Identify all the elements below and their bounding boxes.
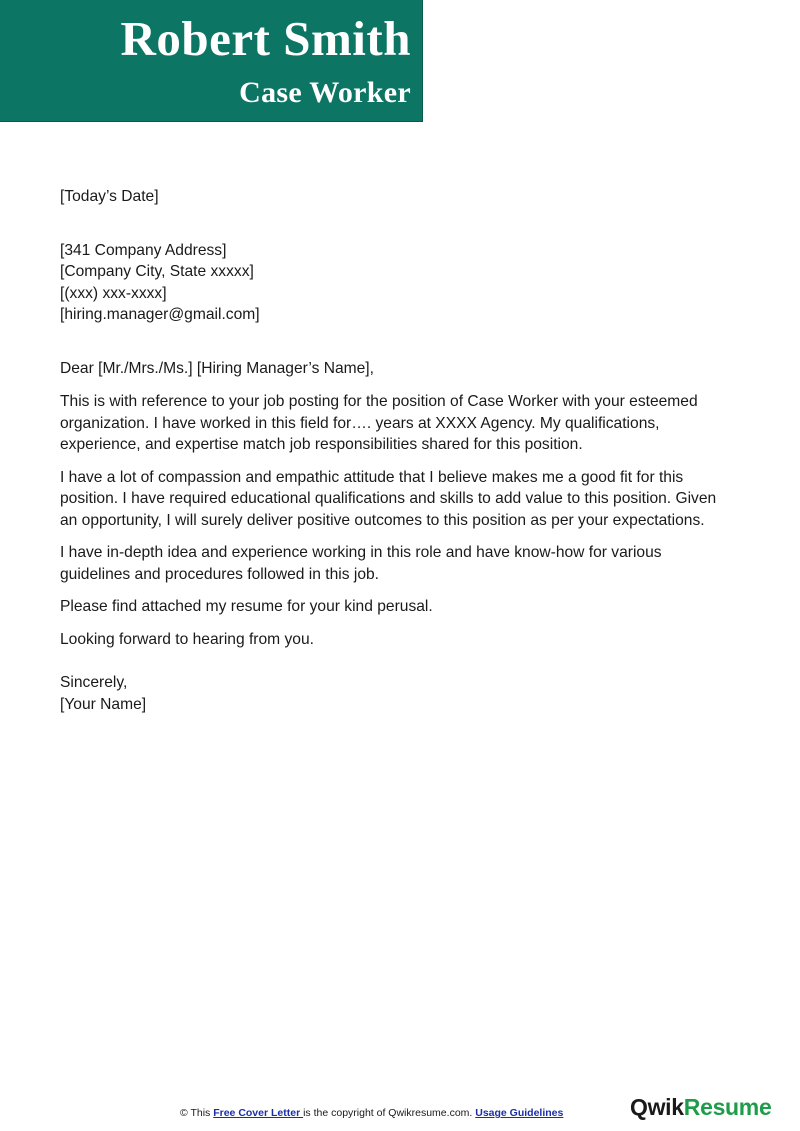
paragraph-line: position. I have required educational qualifications and skills to add value to this position. Given	[60, 490, 717, 507]
paragraph-line: guidelines and procedures followed in this job.	[60, 565, 380, 583]
paragraph-line: I have a lot of compassion and empathic attitude that I believe makes me a good fit for this	[60, 468, 684, 486]
address-line: [Company City, State xxxxx]	[60, 263, 254, 280]
paragraph-line: Please find attached my resume for your kind perusal.	[60, 598, 433, 615]
body-paragraph	[60, 467, 750, 532]
recipient-address	[60, 240, 750, 326]
header-banner	[0, 0, 423, 122]
paragraph-line: an opportunity, I will surely deliver positive outcomes to this position as per your expectations.	[60, 511, 705, 529]
applicant-name: Robert Smith	[120, 11, 411, 66]
address-line: [341 Company Address]	[60, 241, 227, 259]
address-line: [hiring.manager@gmail.com]	[60, 306, 260, 323]
paragraph-line: experience, and expertise match job responsibilities shared for this position.	[60, 436, 583, 453]
footer-middle-text: is the copyright of Qwikresume.com.	[303, 1107, 476, 1119]
footer-prefix: © This	[180, 1107, 214, 1119]
logo-text-resume: Resume	[683, 1094, 772, 1120]
usage-guidelines-link[interactable]: Usage Guidelines	[475, 1107, 564, 1119]
paragraph-line: I have in-depth idea and experience working in this role and have know-how for various	[60, 544, 662, 561]
qwikresume-logo	[630, 1094, 771, 1121]
body-paragraph	[60, 596, 750, 618]
address-line: [(xxx) xxx-xxxx]	[60, 284, 167, 302]
letter-closing	[60, 672, 750, 715]
paragraph-line: organization. I have worked in this field for…. years at XXXX Agency. My qualifications,	[60, 414, 660, 432]
paragraph-line: This is with reference to your job posting for the position of Case Worker with your esteemed	[60, 393, 698, 410]
body-paragraph	[60, 391, 750, 456]
copyright-footer	[180, 1107, 563, 1119]
signature-name: [Your Name]	[60, 695, 147, 713]
closing-phrase: Sincerely,	[60, 674, 128, 691]
free-cover-letter-link[interactable]: Free Cover Letter	[213, 1107, 304, 1119]
salutation: Dear [Mr./Mrs./Ms.] [Hiring Manager’s Name],	[60, 359, 374, 377]
letter-body	[60, 186, 750, 715]
logo-text-qwik: Qwik	[630, 1094, 684, 1120]
paragraph-line: Looking forward to hearing from you.	[60, 630, 314, 648]
body-paragraph	[60, 542, 750, 585]
body-paragraph	[60, 629, 750, 651]
letter-date: [Today’s Date]	[60, 188, 159, 205]
applicant-job-title: Case Worker	[239, 76, 411, 109]
